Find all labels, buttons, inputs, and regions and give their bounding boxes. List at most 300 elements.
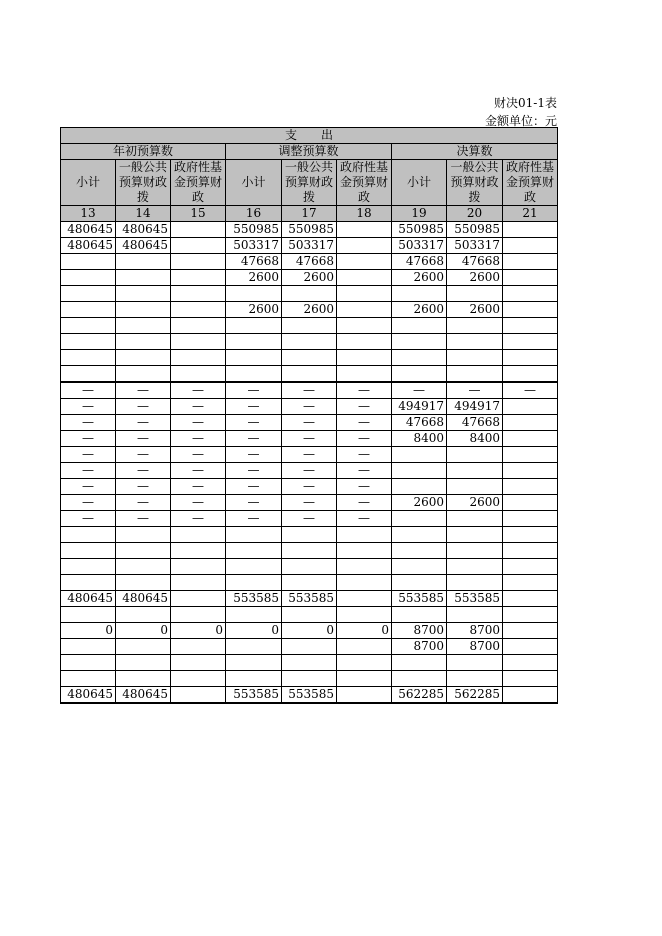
column-number: 21 [503,206,558,222]
table-cell: — [226,431,282,447]
table-cell: — [61,463,116,479]
table-cell [171,671,226,687]
table-row [61,302,558,318]
table-cell: 503317 [282,238,337,254]
table-cell: — [282,463,337,479]
table-cell [61,543,116,559]
table-cell [61,286,116,302]
table-row [61,511,558,527]
table-cell [116,655,171,671]
table-cell: — [282,431,337,447]
table-cell: — [61,399,116,415]
table-cell [226,543,282,559]
table-cell: 550985 [282,222,337,238]
table-row [61,382,558,399]
column-header: 政府性基金预算财政 [171,160,226,206]
table-cell [503,254,558,270]
table-cell [226,527,282,543]
table-cell [503,623,558,639]
table-cell: — [171,479,226,495]
table-cell: 2600 [392,302,447,318]
table-cell [503,495,558,511]
table-row [61,350,558,366]
table-cell: 47668 [282,254,337,270]
table-row [61,575,558,591]
table-cell [503,222,558,238]
table-cell [447,334,503,350]
table-cell [282,350,337,366]
table-cell [171,687,226,704]
table-cell: — [61,431,116,447]
table-cell [226,334,282,350]
unit-label: 金额单位：元 [484,114,557,128]
table-cell [226,350,282,366]
table-cell: — [116,463,171,479]
table-cell: — [116,431,171,447]
table-cell: 47668 [392,415,447,431]
table-cell [337,270,392,286]
table-cell: 553585 [392,591,447,607]
table-cell [116,254,171,270]
table-cell [503,479,558,495]
table-row [61,399,558,415]
table-cell [171,302,226,318]
table-cell [61,350,116,366]
table-cell [337,350,392,366]
column-header: 小计 [392,160,447,206]
table-cell [61,366,116,383]
table-cell: 0 [282,623,337,639]
table-cell: 480645 [61,238,116,254]
table-cell: 503317 [226,238,282,254]
table-cell: — [337,399,392,415]
table-body [61,222,558,704]
table-cell: — [171,511,226,527]
table-cell: — [337,382,392,399]
table-cell: — [337,415,392,431]
table-cell: — [337,463,392,479]
table-cell: 562285 [392,687,447,704]
table-row [61,318,558,334]
table-cell: — [171,431,226,447]
table-cell [337,366,392,383]
table-cell [503,655,558,671]
table-row [61,447,558,463]
table-cell: 8400 [447,431,503,447]
table-row [61,607,558,623]
table-cell: 47668 [447,415,503,431]
table-cell [503,575,558,591]
table-cell: — [171,447,226,463]
table-cell [61,575,116,591]
table-cell [337,527,392,543]
table-cell [337,238,392,254]
table-cell [503,607,558,623]
table-cell: — [116,447,171,463]
table-cell: 8700 [447,639,503,655]
table-cell [337,302,392,318]
table-cell: — [61,495,116,511]
table-cell: 503317 [392,238,447,254]
table-cell: 0 [171,623,226,639]
table-cell: 494917 [447,399,503,415]
table-cell [503,415,558,431]
table-cell [171,655,226,671]
table-row [61,559,558,575]
table-cell [61,559,116,575]
table-cell [61,527,116,543]
table-cell [282,318,337,334]
table-cell [171,543,226,559]
table-cell: — [171,415,226,431]
table-cell [282,671,337,687]
table-cell [503,350,558,366]
table-cell: — [226,511,282,527]
table-cell [392,334,447,350]
table-cell [503,671,558,687]
table-cell [503,559,558,575]
table-cell [337,543,392,559]
column-header: 政府性基金预算财政 [337,160,392,206]
table-cell [337,591,392,607]
table-cell: — [503,382,558,399]
column-number: 19 [392,206,447,222]
table-cell [282,559,337,575]
column-number: 17 [282,206,337,222]
table-cell: — [337,495,392,511]
table-cell [116,334,171,350]
table-cell [116,350,171,366]
table-cell [116,575,171,591]
table-row [61,543,558,559]
table-cell: 8700 [392,639,447,655]
table-cell: — [116,479,171,495]
table-row [61,623,558,639]
table-cell [61,671,116,687]
table-cell: 480645 [116,687,171,704]
table-cell: — [282,495,337,511]
table-cell [116,543,171,559]
table-cell [171,366,226,383]
table-cell: — [61,382,116,399]
table-cell: — [116,511,171,527]
table-cell: 553585 [447,591,503,607]
table-cell [282,366,337,383]
table-cell [392,543,447,559]
table-cell [392,366,447,383]
table-cell [503,270,558,286]
table-cell [392,350,447,366]
table-cell: — [282,447,337,463]
table-cell [226,655,282,671]
table-cell [337,286,392,302]
table-cell: — [116,415,171,431]
table-cell [282,543,337,559]
table-cell [116,639,171,655]
table-cell [447,671,503,687]
table-cell [226,607,282,623]
table-row [61,639,558,655]
table-cell [337,607,392,623]
table-cell: 2600 [282,270,337,286]
table-cell: — [226,415,282,431]
table-cell [337,575,392,591]
table-cell [447,511,503,527]
table-cell [282,607,337,623]
table-cell [61,334,116,350]
table-cell: 480645 [61,591,116,607]
table-cell: 562285 [447,687,503,704]
table-cell [503,511,558,527]
table-cell [447,607,503,623]
table-row [61,671,558,687]
table-cell [116,607,171,623]
table-cell: — [337,431,392,447]
table-cell [116,318,171,334]
table-cell [171,575,226,591]
column-number: 15 [171,206,226,222]
table-cell: 2600 [392,270,447,286]
table-cell: — [282,382,337,399]
table-cell [447,543,503,559]
column-header: 一般公共预算财政拨 [282,160,337,206]
form-code: 财决01-1表 [494,96,557,110]
table-cell [226,639,282,655]
table-cell: — [282,479,337,495]
table-cell: — [226,479,282,495]
table-cell: 8400 [392,431,447,447]
table-cell [171,591,226,607]
group-header: 决算数 [392,144,558,160]
table-row [61,415,558,431]
table-row [61,222,558,238]
table-row [61,655,558,671]
table-cell [226,671,282,687]
table-cell: — [337,511,392,527]
table-cell [61,607,116,623]
table-cell: 0 [226,623,282,639]
table-cell [337,671,392,687]
table-cell: 47668 [447,254,503,270]
table-cell: 2600 [226,270,282,286]
table-cell: 2600 [226,302,282,318]
table-cell: 550985 [392,222,447,238]
table-cell [392,463,447,479]
table-cell [282,286,337,302]
table-cell: 8700 [392,623,447,639]
table-cell [61,302,116,318]
table-row [61,270,558,286]
table-cell: — [282,415,337,431]
table-cell [171,607,226,623]
table-cell: — [226,382,282,399]
table-cell [171,254,226,270]
table-cell [116,671,171,687]
table-row [61,334,558,350]
table-cell [116,302,171,318]
table-cell: — [282,511,337,527]
table-cell [503,302,558,318]
table-cell: 47668 [226,254,282,270]
table-cell [282,639,337,655]
table-cell: — [116,382,171,399]
table-cell [392,479,447,495]
table-cell: — [226,447,282,463]
group-header: 调整预算数 [226,144,392,160]
table-cell [447,463,503,479]
table-cell [171,222,226,238]
column-header: 小计 [61,160,116,206]
table-cell: 480645 [116,238,171,254]
table-cell [503,334,558,350]
table-cell [171,286,226,302]
table-cell: 480645 [61,687,116,704]
table-cell: — [282,399,337,415]
table-cell [337,318,392,334]
expenditure-table [60,127,558,704]
table-cell [226,575,282,591]
table-cell [392,527,447,543]
table-cell [447,655,503,671]
table-cell [447,575,503,591]
table-cell [337,559,392,575]
table-cell [116,270,171,286]
table-cell [61,639,116,655]
column-header: 小计 [226,160,282,206]
table-cell: — [61,511,116,527]
table-cell: 2600 [447,302,503,318]
column-number: 14 [116,206,171,222]
table-cell: 480645 [61,222,116,238]
column-header: 政府性基金预算财政 [503,160,558,206]
table-cell: — [226,463,282,479]
table-cell [503,687,558,704]
table-cell [503,431,558,447]
table-cell [503,399,558,415]
table-cell: 550985 [447,222,503,238]
table-row [61,286,558,302]
table-cell [447,350,503,366]
table-cell: 0 [337,623,392,639]
column-number: 18 [337,206,392,222]
table-cell [503,366,558,383]
column-number: 16 [226,206,282,222]
table-cell: 553585 [226,687,282,704]
column-header: 一般公共预算财政拨 [447,160,503,206]
table-cell: — [116,399,171,415]
table-cell [282,575,337,591]
table-cell [337,639,392,655]
table-cell: — [61,479,116,495]
table-cell [171,270,226,286]
table-cell [392,318,447,334]
table-cell: — [171,463,226,479]
table-cell: 553585 [282,687,337,704]
table-cell: — [226,399,282,415]
table-cell: — [171,399,226,415]
table-cell [171,334,226,350]
table-cell [337,222,392,238]
section-title: 支 出 [61,128,558,144]
table-cell: 8700 [447,623,503,639]
table-cell: 47668 [392,254,447,270]
table-cell [171,527,226,543]
table-cell [503,591,558,607]
table-row [61,238,558,254]
table-cell [116,366,171,383]
table-cell [171,318,226,334]
table-cell: — [61,447,116,463]
table-cell: — [171,382,226,399]
column-number: 20 [447,206,503,222]
table-cell: — [392,382,447,399]
table-cell [171,238,226,254]
table-cell [392,655,447,671]
table-cell [447,447,503,463]
table-row [61,366,558,383]
table-cell [226,318,282,334]
table-cell [447,559,503,575]
table-cell [447,527,503,543]
table-row [61,687,558,704]
table-cell [447,366,503,383]
table-cell [392,447,447,463]
table-cell [116,527,171,543]
column-header: 一般公共预算财政拨 [116,160,171,206]
table-row [61,254,558,270]
table-cell [503,318,558,334]
column-number: 13 [61,206,116,222]
table-cell: — [171,495,226,511]
table-cell: 480645 [116,591,171,607]
table-cell [447,318,503,334]
table-cell: 480645 [116,222,171,238]
table-cell: 2600 [447,270,503,286]
table-row [61,527,558,543]
table-cell [392,559,447,575]
table-cell [392,575,447,591]
table-cell [61,270,116,286]
table-cell [503,463,558,479]
table-cell: 2600 [392,495,447,511]
table-cell [171,639,226,655]
table-cell: 550985 [226,222,282,238]
table-cell: — [226,495,282,511]
table-cell: — [447,382,503,399]
table-cell [337,334,392,350]
table-cell [447,479,503,495]
table-cell [282,655,337,671]
table-row [61,479,558,495]
table-cell: 2600 [447,495,503,511]
table-cell: 503317 [447,238,503,254]
table-cell: 553585 [282,591,337,607]
table-cell [116,559,171,575]
table-cell: — [61,415,116,431]
table-row [61,591,558,607]
table-cell: 553585 [226,591,282,607]
table-cell [503,543,558,559]
table-cell [226,366,282,383]
table-cell [61,655,116,671]
table-cell [61,254,116,270]
table-cell [447,286,503,302]
table-cell: — [116,495,171,511]
table-cell [226,286,282,302]
table-cell [282,527,337,543]
table-cell [171,559,226,575]
table-cell [503,447,558,463]
